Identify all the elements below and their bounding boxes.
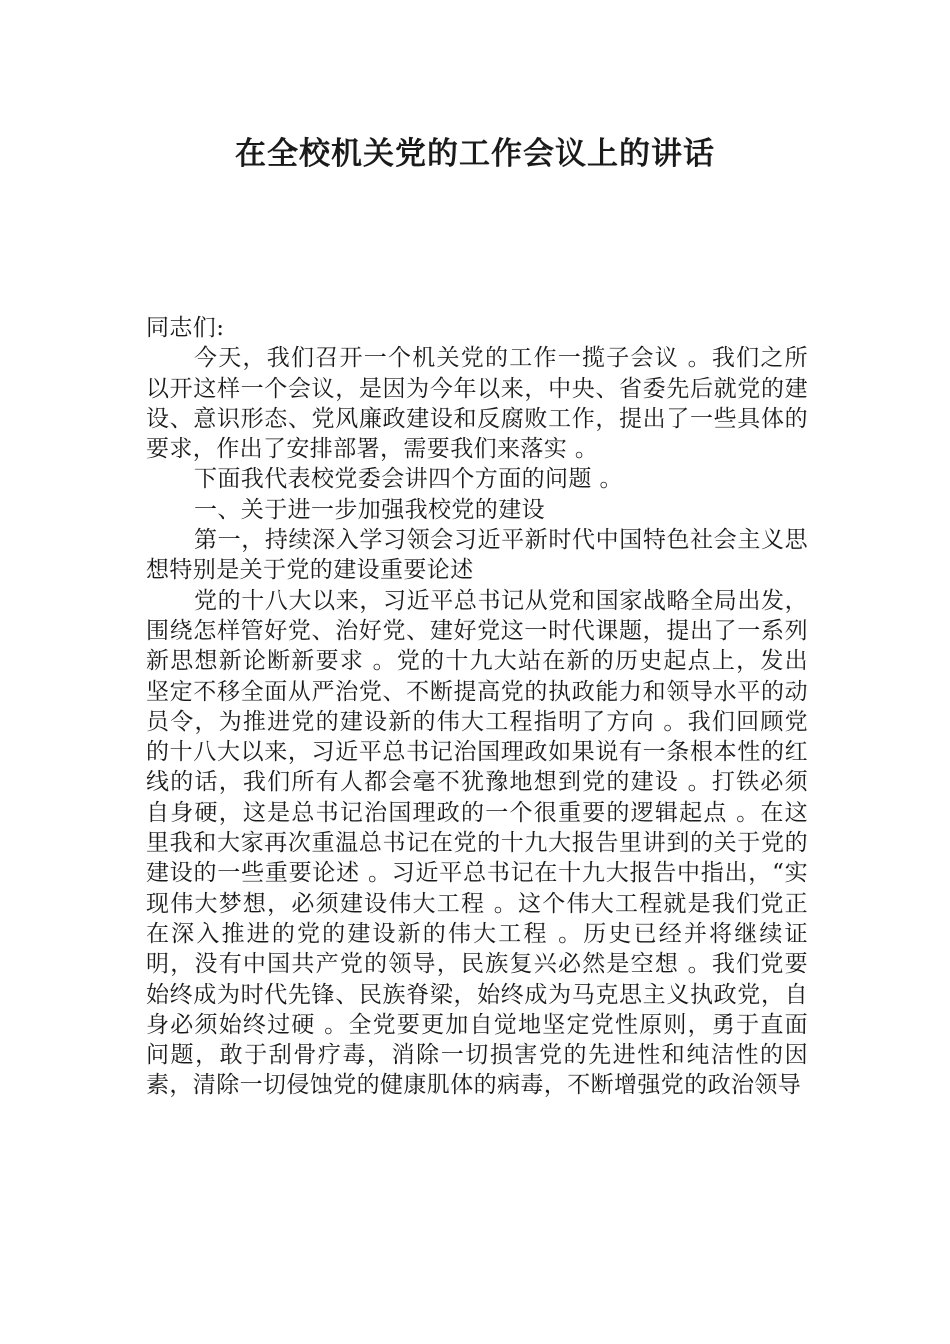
paragraph-body: 党的十八大以来，习近平总书记从党和国家战略全局出发，围绕怎样管好党、治好党、建好党这一时代课题，提出了一系列新思想新论断新要求 。党的十九大站在新的历史起点上，发出坚定不移全面从严治党、不断提高党的执政能力和领导水平的动员令，为推进党的建设新的伟大工程指明了方向 。我们回顾党的十八大以来，习近平总书记治国理政如果说有一条根本性的红线的话，我们所有人都会毫不犹豫地想到党的建设 。打铁必须自身硬，这是总书记治国理政的一个很重要的逻辑起点 。在这里我和大家再次重温总书记在党的十九大报告里讲到的关于党的建设的一些重要论述 。习近平总书记在十九大报告中指出，“实现伟大梦想，必须建设伟大工程 。这个伟大工程就是我们党正在深入推进的党的建设新的伟大工程 。历史已经并将继续证明，没有中国共产党的领导，民族复兴必然是空想 。我们党要始终成为时代先锋、民族脊梁，始终成为马克思主义执政党，自身必须始终过硬 。全党要更加自觉地坚定党性原则，勇于直面问题，敢于刮骨疗毒，消除一切损害党的先进性和纯洁性的因素，清除一切侵蚀党的健康肌体的病毒，不断增强党的政治领导 [146, 587, 808, 1099]
paragraph-intro: 今天，我们召开一个机关党的工作一揽子会议 。我们之所以开这样一个会议，是因为今年以来，中央、省委先后就党的建设、意识形态、党风廉政建设和反腐败工作，提出了一些具体的要求，作出了安排部署，需要我们来落实 。 [146, 345, 808, 463]
paragraph-outline: 下面我代表校党委会讲四个方面的问题 。 [194, 466, 623, 493]
document-body [146, 313, 808, 1101]
salutation: 同志们: [146, 315, 225, 341]
section-heading-1: 一、关于进一步加强我校党的建设 [194, 496, 545, 523]
document-title: 在全校机关党的工作会议上的讲话 [235, 136, 715, 172]
subsection-heading-1: 第一，持续深入学习领会习近平新时代中国特色社会主义思想特别是关于党的建设重要论述 [146, 527, 808, 584]
